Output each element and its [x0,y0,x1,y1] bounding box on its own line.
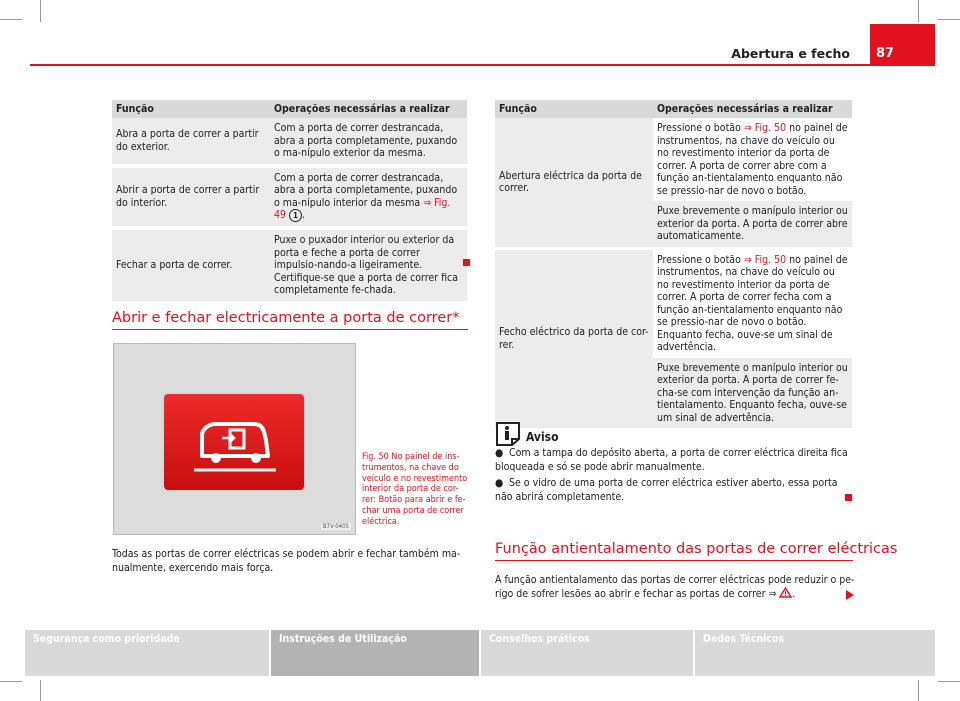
crop-mark [918,680,919,701]
operation-cell: Puxe brevemente o manípulo interior ou exterior da porta. A porta de correr abre automaticamente. [653,201,852,248]
operation-cell [270,166,467,229]
section-title: Abrir e fechar electricamente a porta de correr* [112,310,460,326]
footer-tab-conselhos[interactable]: Conselhos práticos [481,630,693,676]
operation-cell: Puxe o puxador interior ou exterior da porta e feche a porta de correr impulsio-nando-a ligeiramente. Certifique-se que a porta de correr fica completamente fe-chada. [270,228,467,301]
paragraph: Todas as portas de correr eléctricas se podem abrir e fechar também ma-nualmente, exercendo mais força. [112,548,461,574]
bullet-text: Com a tampa do depósito aberta, a porta de correr eléctrica direita fica bloqueada e só se pode abrir manualmente. [495,447,848,473]
operation-end: . [302,209,306,221]
section-title: Função antientalamento das portas de correr eléctricas [495,541,898,557]
function-cell: Abra a porta de correr a partir do exterior. [112,118,270,166]
operation-text: Com a porta de correr destrancada, abra a porta completamente, puxando o ma-nípulo interior da mesma [274,171,458,209]
table-row [112,118,467,166]
figure-link[interactable]: ⇒ Fig. 50 [743,253,787,266]
crop-mark [918,0,919,22]
crop-mark [40,0,41,22]
operation-text: Pressione o botão [657,122,741,134]
function-cell: Fecho eléctrico da porta de cor-rer. [495,248,653,428]
info-note-icon [495,421,521,447]
function-cell: Fechar a porta de correr. [112,228,270,301]
table-row [495,118,852,201]
sliding-door-button [162,392,306,492]
van-door-icon [164,394,304,490]
left-function-table [112,100,467,301]
crop-mark [938,19,960,20]
table-header-function: Função [112,100,270,118]
table-row [112,228,467,301]
table-row [495,248,852,358]
paragraph: A função antientalamento das portas de correr eléctricas pode reduzir o pe-rigo de sofrer lesões ao abrir e fechar as portas de correr ⇒ . [495,574,855,600]
note-title: Aviso [526,430,559,444]
note-bullet [495,446,855,474]
operation-text: Pressione o botão [657,253,741,266]
operation-text: no painel de instrumentos, na chave do veículo ou no revestimento interior da porta de correr. A porta de correr fecha com a função an-tientalamento enquanto não se pressio-nar de novo o botão. Enquanto fecha, ouve-se um sinal de advertência. [657,253,848,353]
section-rule [112,329,468,330]
running-header-title: Abertura e fecho [731,46,850,61]
section-rule [495,560,853,561]
table-header-operations: Operações necessárias a realizar [653,100,852,118]
table-row [112,166,467,229]
figure-link[interactable]: ⇒ Fig. 50 [743,122,787,134]
figure-code: B7V-0405 [322,523,349,530]
function-cell: Abrir a porta de correr a partir do interior. [112,166,270,229]
end-of-section-mark [845,494,852,501]
header-rule [30,64,935,66]
footer-tab-seguranca[interactable]: Segurança como prioridade [25,630,269,676]
operation-cell [653,248,852,358]
operation-text: no painel de instrumentos, na chave do veículo ou no revestimento interior da porta de correr. A porta de correr abre com a função an-tientalamento enquanto não se pressio-nar de novo o botão. [657,122,848,197]
warning-triangle-icon[interactable] [779,587,792,598]
bullet-text: Se o vidro de uma porta de correr eléctrica estiver aberto, essa porta não abrirá completamente. [495,477,838,503]
footer-tab-dados[interactable]: Dados Técnicos [695,630,935,676]
function-cell: Abertura eléctrica da porta de correr. [495,118,653,248]
footer-tab-instrucoes[interactable]: Instruções de Utilização [271,630,479,676]
table-header-function: Função [495,100,653,118]
figure-link[interactable]: ⇒ Fig. 49 [274,196,451,221]
paragraph-text: A função antientalamento das portas de correr eléctricas pode reduzir o pe-rigo de sofrer lesões ao abrir e fechar as portas de correr ⇒ [495,574,855,600]
right-function-table [495,100,852,428]
continue-arrow [846,590,854,600]
callout-number: 1 [289,209,302,222]
end-of-section-mark [463,259,470,266]
bullet-dot: ● [495,477,504,489]
operation-cell: Com a porta de correr destrancada, abra a porta completamente, puxando o ma-nípulo exterior da mesma. [270,118,467,166]
figure-caption: Fig. 50 No painel de ins-trumentos, na chave do veículo e no revestimento interior da porta de cor-rer: Botão para abrir e fe-char uma porta de correr eléctrica. [362,452,468,527]
operation-cell: Puxe brevemente o manípulo interior ou exterior da porta. A porta de correr fe-cha-se com intervenção da função an-tientalamento. Enquanto fecha, ouve-se um sinal de advertência. [653,358,852,429]
crop-mark [938,681,960,682]
figure-50-image [113,343,356,535]
crop-mark [0,19,22,20]
page-number: 87 [870,24,935,66]
note-bullet [495,476,855,504]
table-header-operations: Operações necessárias a realizar [270,100,467,118]
bullet-dot: ● [495,447,504,459]
crop-mark [40,680,41,701]
operation-cell [653,118,852,201]
crop-mark [0,681,22,682]
